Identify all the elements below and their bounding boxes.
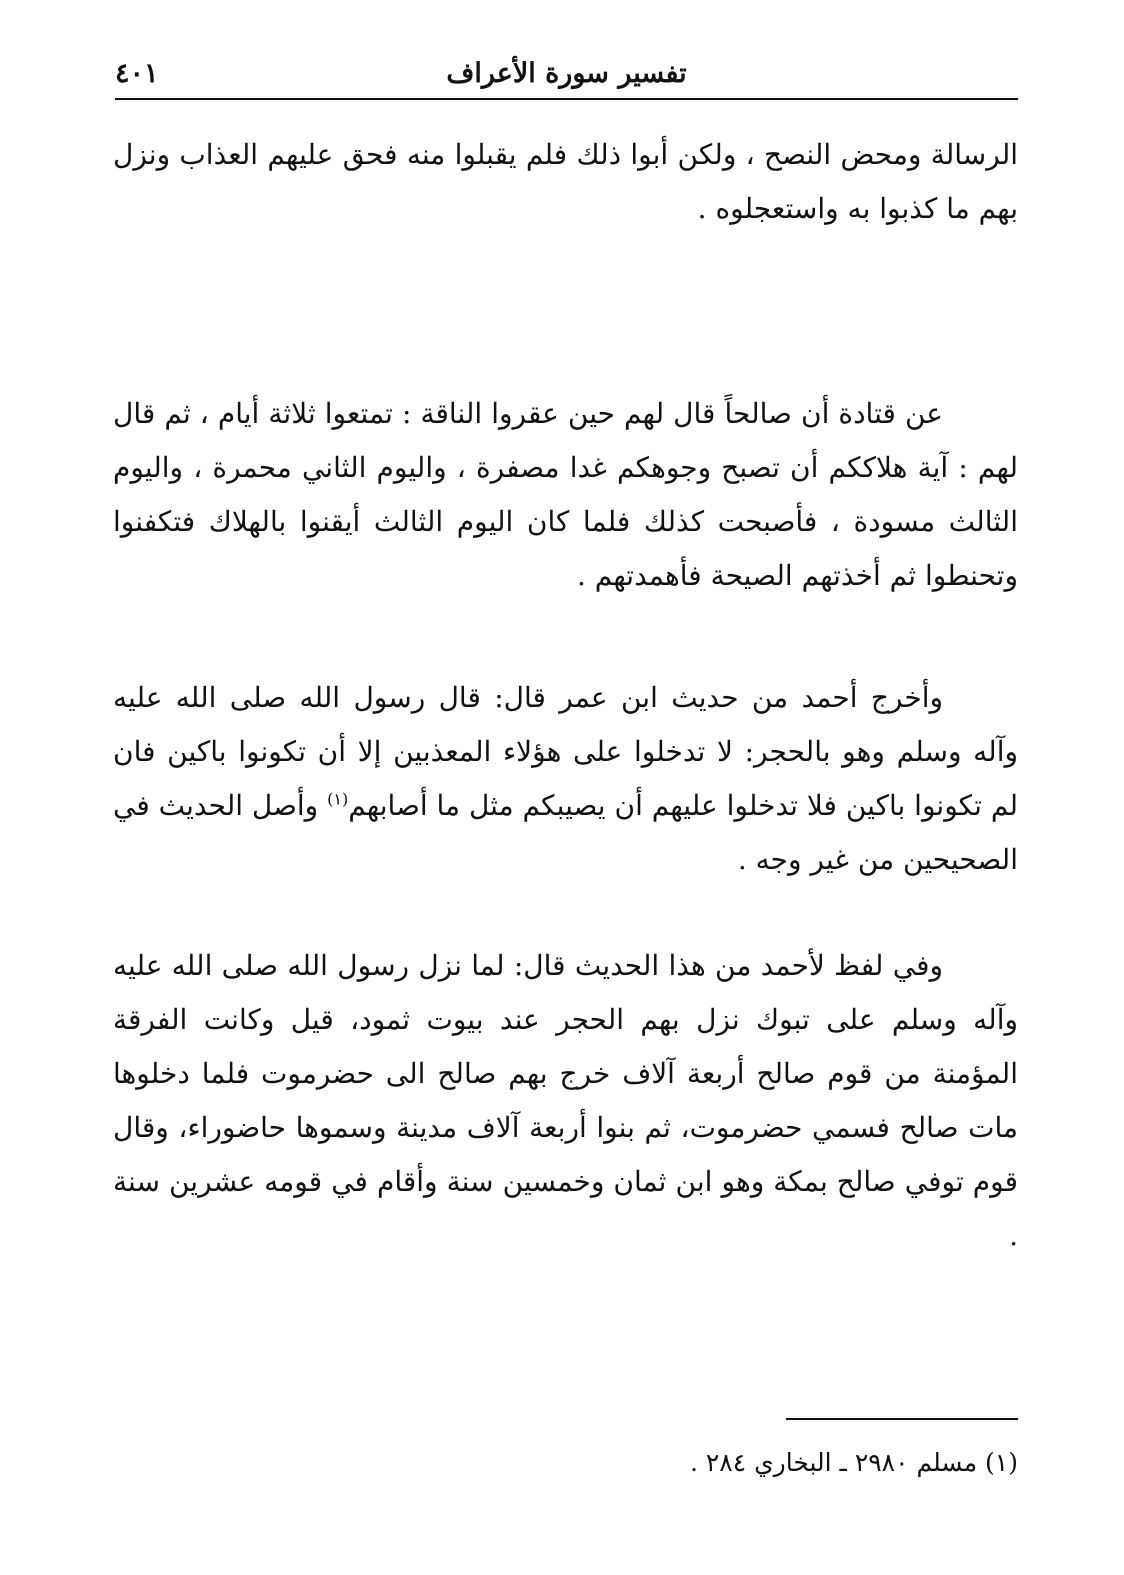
- footnote-rule: [786, 1418, 1018, 1420]
- page-number: ٤٠١: [115, 58, 159, 89]
- footnote-marker: (١): [327, 789, 349, 809]
- paragraph-2: عن قتادة أن صالحاً قال لهم حين عقروا الناقة : تمتعوا ثلاثة أيام ، ثم قال لهم : آية هلاككم أن تصبح وجوهكم غدا مصفرة ، واليوم الثاني محمرة ، واليوم الثالث مسودة ، فأصبحت كذلك فلما كان اليوم الثالث أيقنوا بالهلاك فتكفنوا وتحنطوا ثم أخذتهم الصيحة فأهمدتهم .: [113, 397, 1018, 592]
- paragraph-3-text: وأخرج أحمد من حديث ابن عمر قال: قال رسول الله صلى الله عليه وآله وسلم وهو بالحجر: لا تدخلوا على هؤلاء المعذبين إلا أن تكونوا باكين فان لم تكونوا باكين فلا تدخلوا عليهم أن يصيبكم مثل ما أصابهم: [113, 681, 1019, 822]
- paragraph-3-text-end: وأصل الحديث في الصحيحين من غير وجه .: [113, 789, 1018, 876]
- paragraph-4: وفي لفظ لأحمد من هذا الحديث قال: لما نزل رسول الله صلى الله عليه وآله وسلم على تبوك نزل بهم الحجر عند بيوت ثمود، قيل وكانت الفرقة المؤمنة من قوم صالح أربعة آلاف خرج بهم صالح الى حضرموت فلما دخلوها مات صالح فسمي حضرموت، ثم بنوا أربعة آلاف مدينة وسموها حاضوراء، وقال قوم توفي صالح بمكة وهو ابن ثمان وخمسين سنة وأقام في قومه عشرين سنة .: [113, 949, 1018, 1252]
- footnote: (١) مسلم ٢٩٨٠ ـ البخاري ٢٨٤ .: [689, 1448, 1018, 1477]
- page-title: تفسير سورة الأعراف: [446, 58, 687, 89]
- paragraph-3: [113, 671, 1018, 887]
- paragraph-1: الرسالة ومحض النصح ، ولكن أبوا ذلك فلم يقبلوا منه فحق عليهم العذاب ونزل بهم ما كذبوا به واستعجلوه .: [113, 138, 1019, 225]
- header-rule: [115, 98, 1018, 100]
- running-header: [115, 58, 1018, 98]
